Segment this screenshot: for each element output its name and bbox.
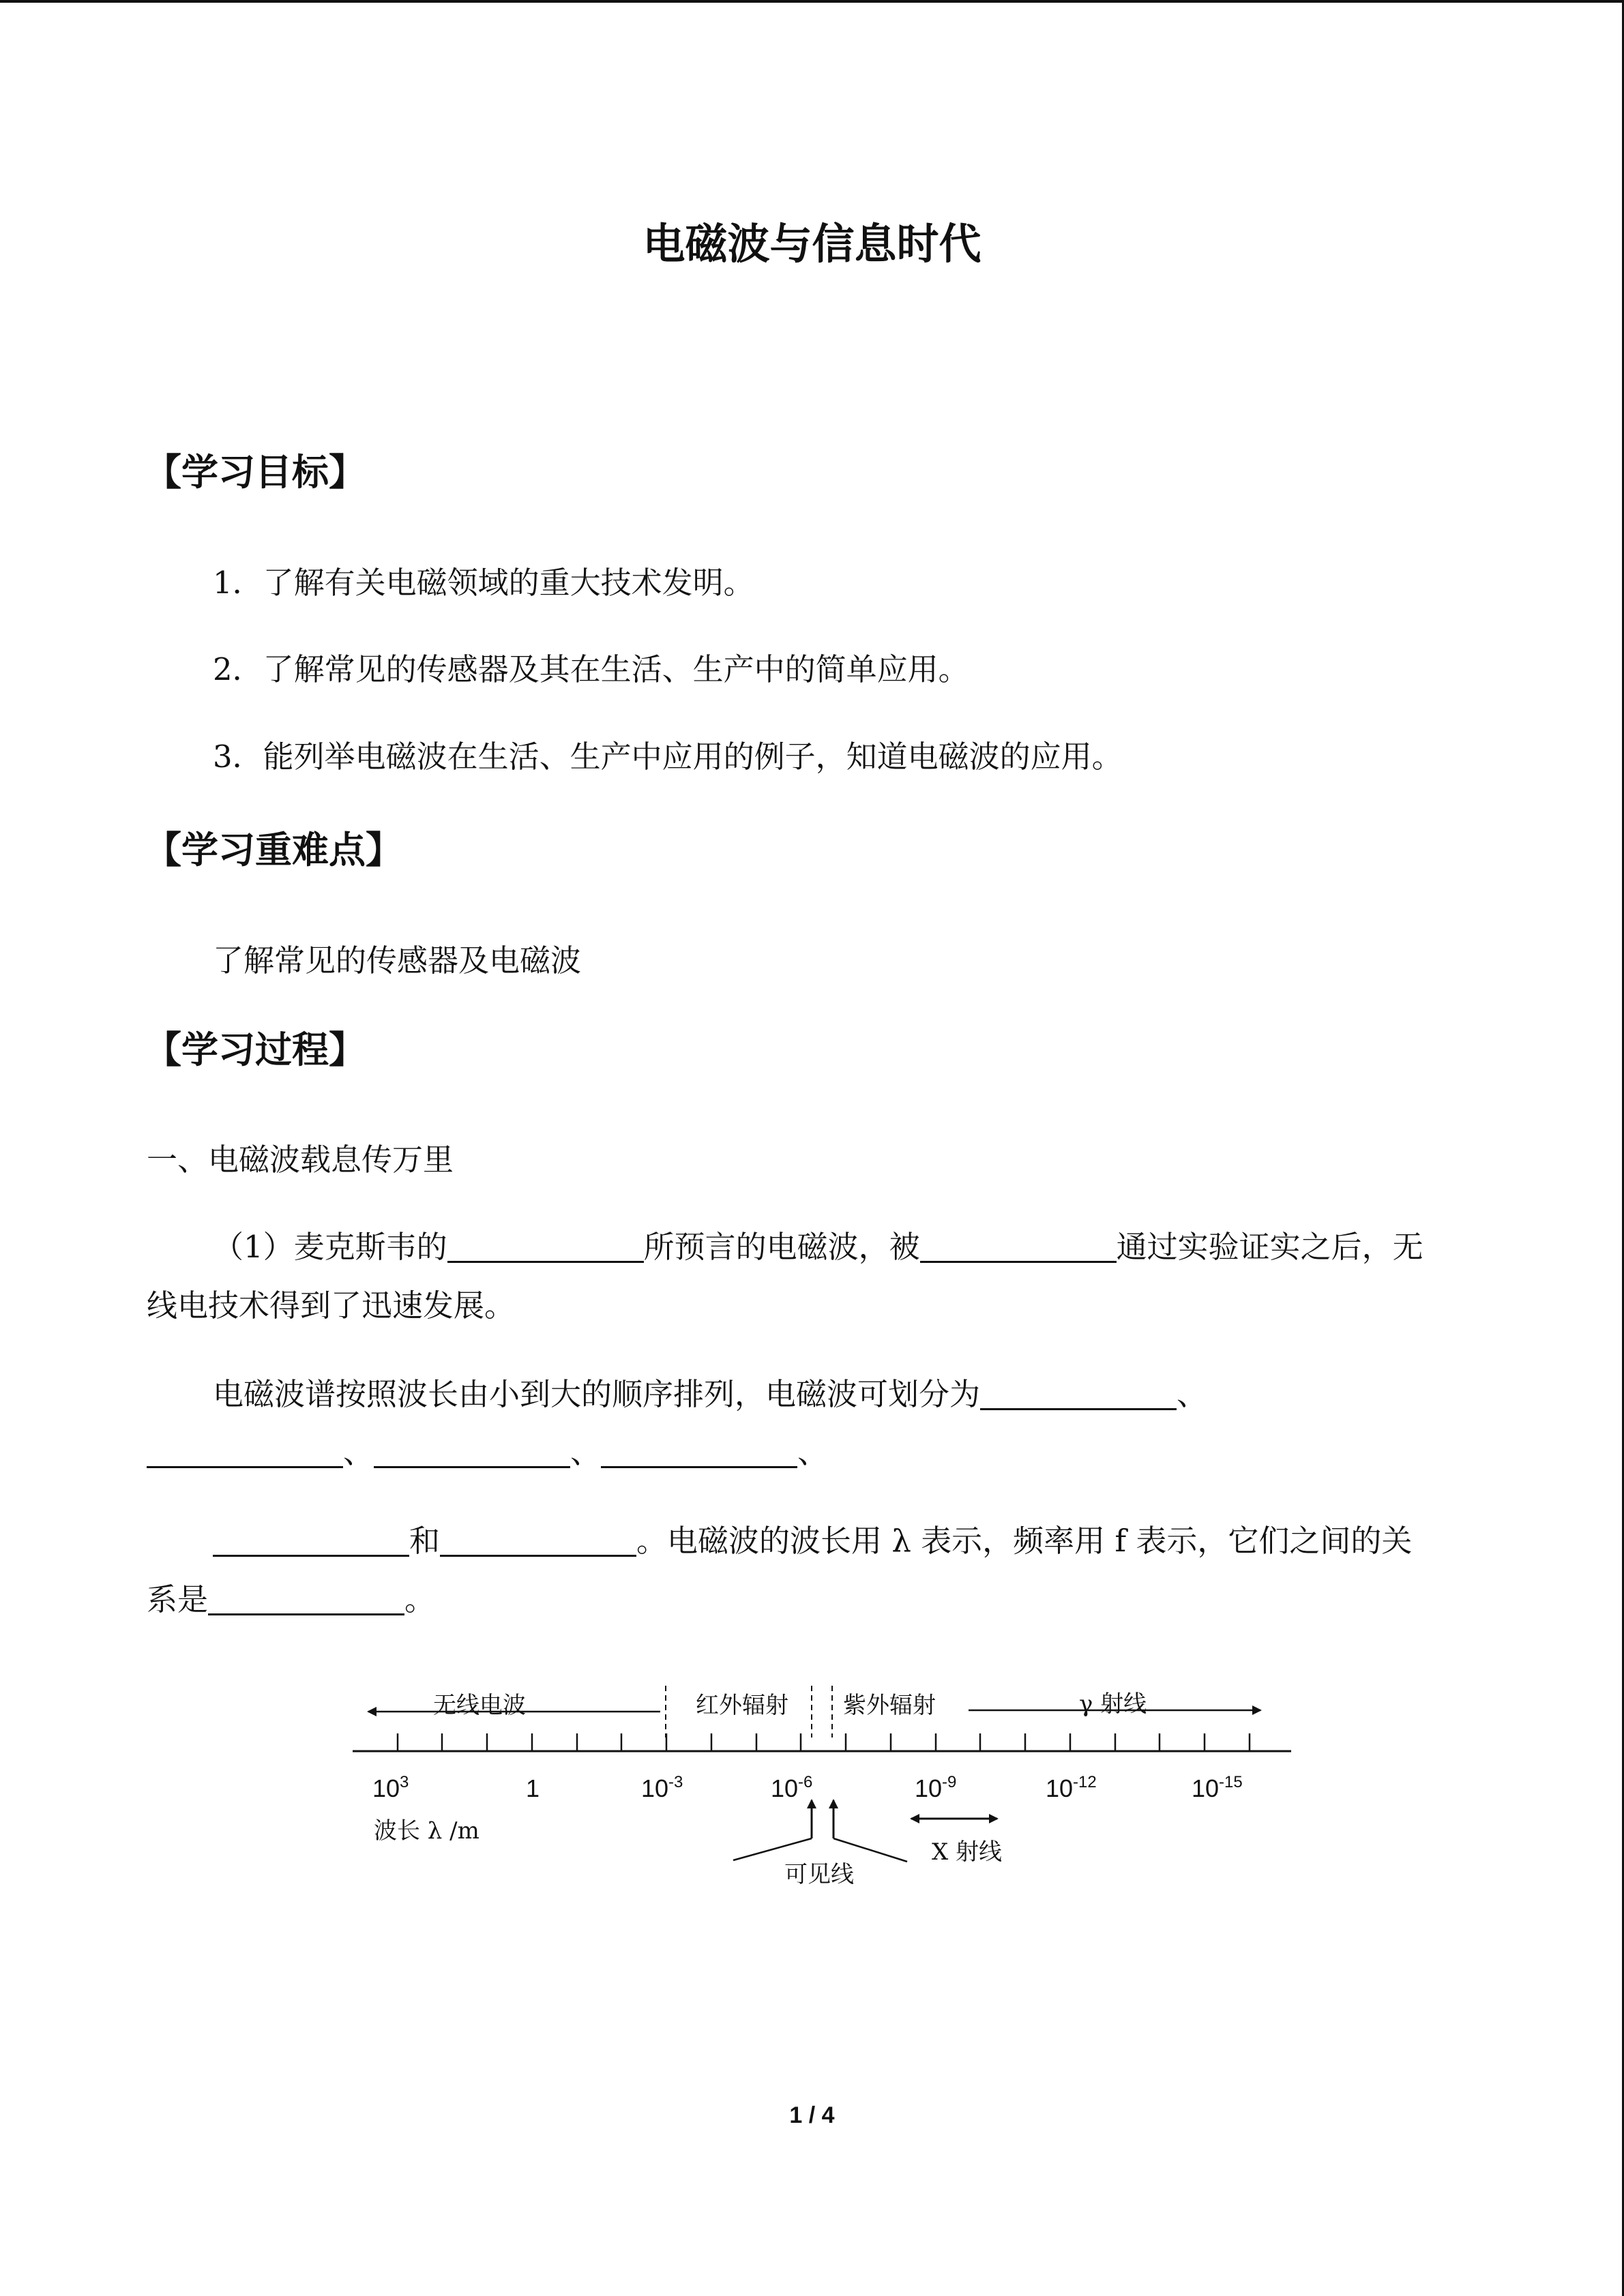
tick-exp: -6	[798, 1773, 813, 1791]
tick-exp: -15	[1219, 1773, 1243, 1791]
tick-base: 10	[372, 1774, 400, 1802]
heading-learning-process: 【学习过程】	[145, 1028, 366, 1071]
q1-text-a: （1）麦克斯韦的	[213, 1229, 447, 1265]
visible-bracket-left	[733, 1838, 812, 1860]
tick-base: 10	[1046, 1774, 1074, 1802]
visible-light-label: 可见线	[784, 1861, 854, 1888]
heading-key-points: 【学习重难点】	[145, 829, 402, 871]
tick-exp: -9	[942, 1773, 957, 1791]
tick-base: 10	[915, 1774, 943, 1802]
tick-label-1e-15	[1192, 1773, 1243, 1802]
band-label-ultraviolet: 紫外辐射	[843, 1692, 936, 1719]
tick-base: 1	[526, 1774, 540, 1802]
spectrum-question-text: 电磁波谱按照波长由小到大的顺序排列，电磁波可划分为	[213, 1376, 981, 1412]
tick-label-1e-12	[1046, 1773, 1097, 1802]
axis-label-wavelength: 波长 λ /m	[374, 1817, 479, 1845]
wavelength-text: 。电磁波的波长用 λ 表示，频率用 f 表示，它们之间的关	[636, 1523, 1413, 1559]
tick-label-1e-3	[641, 1773, 683, 1802]
tick-base: 10	[771, 1774, 799, 1802]
goal-item-1: 1．了解有关电磁领域的重大技术发明。	[213, 565, 754, 601]
separator: 、	[343, 1434, 374, 1470]
separator: 、	[797, 1434, 829, 1470]
tick-label-1e3	[372, 1773, 409, 1802]
tick-label-1e-9	[915, 1773, 956, 1802]
tick-exp: -3	[668, 1773, 683, 1791]
separator: 、	[570, 1434, 602, 1470]
heading-learning-goals: 【学习目标】	[145, 451, 366, 494]
tick-exp: 3	[400, 1773, 409, 1791]
tick-label-1e-6	[771, 1773, 812, 1802]
goal-item-2: 2．了解常见的传感器及其在生活、生产中的简单应用。	[213, 651, 969, 687]
key-points-text: 了解常见的传感器及电磁波	[213, 942, 582, 979]
visible-bracket-right	[833, 1838, 907, 1862]
tick-label-1	[526, 1774, 540, 1802]
page-title: 电磁波与信息时代	[643, 219, 981, 269]
relation-text: 系是	[147, 1581, 209, 1617]
question-1-line-2: 线电技术得到了迅速发展。	[147, 1287, 516, 1324]
q1-text-b: 所预言的电磁波，被	[643, 1229, 920, 1265]
and-text: 和	[409, 1523, 441, 1559]
tick-base: 10	[641, 1774, 669, 1802]
axis-ticks	[398, 1733, 1250, 1751]
separator: 、	[1177, 1376, 1208, 1412]
tick-base: 10	[1192, 1774, 1220, 1802]
band-label-gamma: γ 射线	[1079, 1690, 1147, 1718]
goal-item-3: 3．能列举电磁波在生活、生产中应用的例子，知道电磁波的应用。	[213, 739, 1123, 775]
xray-label: X 射线	[932, 1838, 1003, 1866]
section-1-heading: 一、电磁波载息传万里	[147, 1142, 454, 1178]
page-number: 1 / 4	[789, 2102, 835, 2128]
tick-exp: -12	[1073, 1773, 1097, 1791]
band-label-infrared: 红外辐射	[696, 1692, 788, 1719]
q1-text-c: 通过实验证实之后，无	[1116, 1229, 1423, 1265]
period: 。	[404, 1581, 436, 1617]
band-label-radio: 无线电波	[433, 1692, 526, 1719]
